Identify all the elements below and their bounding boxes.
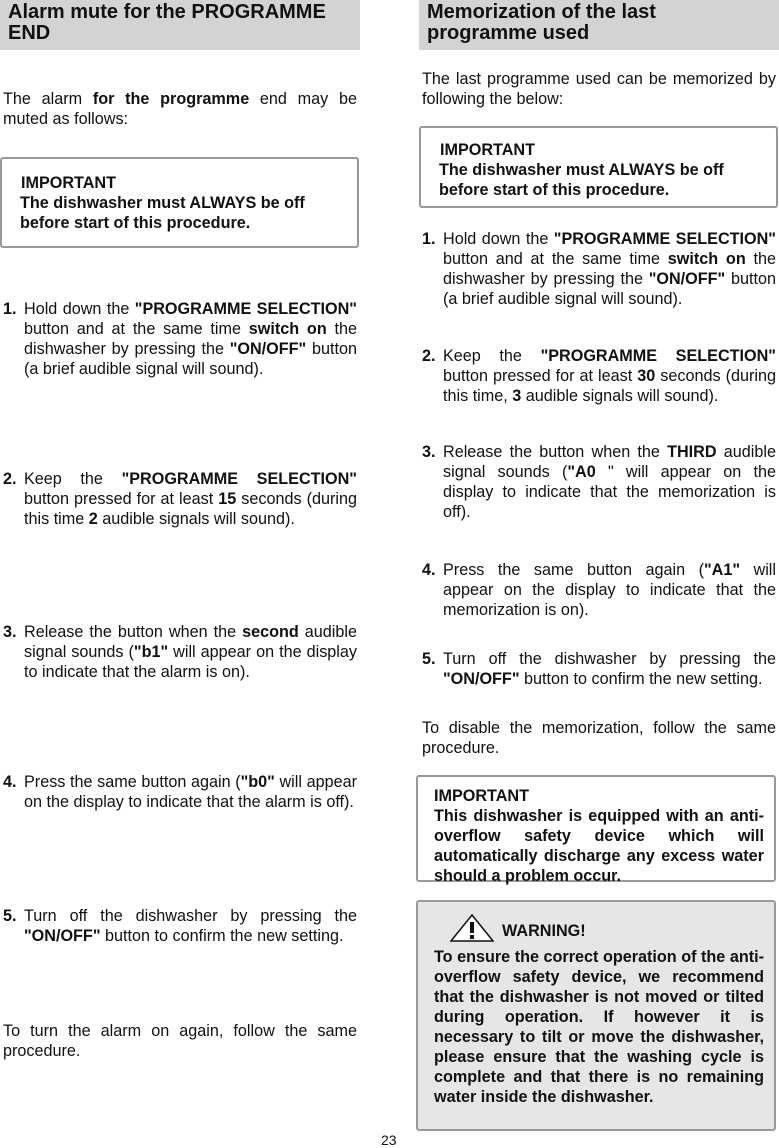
important-title: IMPORTANT bbox=[440, 141, 536, 159]
page-number: 23 bbox=[381, 1132, 397, 1148]
step-1-memorization: 1. Hold down the "PROGRAMME SELECTION" button and at the same time switch on the dishwasher by pressing the "ON/OFF" button (a brief audible signal will sound). bbox=[422, 230, 776, 308]
warning-text: To ensure the correct operation of the anti-overflow safety device, we recommend that the dishwasher is not moved or tilted during operation. If however it is necessary to tilt or move the dishwasher, please ensure that the washing cycle is complete and that there is no remaining water inside the dishwasher. bbox=[434, 948, 764, 1106]
step-2-alarm: 2. Keep the "PROGRAMME SELECTION" button pressed for at least 15 seconds (during this time 2 audible signals will sound). bbox=[3, 470, 357, 528]
step-5-alarm: 5. Turn off the dishwasher by pressing the "ON/OFF" button to confirm the new setting. bbox=[3, 907, 357, 945]
intro-paragraph-memorization: The last programme used can be memorized by following the below: bbox=[422, 70, 776, 108]
warning-triangle-icon bbox=[450, 914, 494, 947]
important-title: IMPORTANT bbox=[434, 787, 530, 805]
important-text: This dishwasher is equipped with an anti-overflow safety device which will automatically discharge any excess water should a problem occur. bbox=[434, 807, 764, 885]
warning-title-row bbox=[434, 914, 764, 947]
important-box-right bbox=[419, 126, 778, 208]
intro-paragraph-alarm: The alarm for the programme end may be muted as follows: bbox=[3, 90, 357, 128]
closing-paragraph-alarm: To turn the alarm on again, follow the same procedure. bbox=[3, 1022, 357, 1060]
step-5-memorization: 5. Turn off the dishwasher by pressing the "ON/OFF" button to confirm the new setting. bbox=[422, 650, 776, 688]
important-box-left bbox=[0, 157, 359, 248]
important-title: IMPORTANT bbox=[21, 174, 117, 192]
warning-title: WARNING! bbox=[502, 922, 586, 940]
important-box-anti-overflow bbox=[416, 775, 776, 885]
step-3-memorization: 3. Release the button when the THIRD audible signal sounds ("A0 " will appear on the display to indicate that the memorization is off). bbox=[422, 443, 776, 521]
closing-paragraph-memorization: To disable the memorization, follow the same procedure. bbox=[422, 719, 776, 757]
step-2-memorization: 2. Keep the "PROGRAMME SELECTION" button pressed for at least 30 seconds (during this time, 3 audible signals will sound). bbox=[422, 347, 776, 405]
section-heading-memorization: Memorization of the last programme used bbox=[419, 0, 779, 50]
warning-box bbox=[416, 900, 776, 1131]
step-3-alarm: 3. Release the button when the second audible signal sounds ("b1" will appear on the display to indicate that the alarm is on). bbox=[3, 623, 357, 681]
step-4-memorization: 4. Press the same button again ("A1" will appear on the display to indicate that the memorization is on). bbox=[422, 561, 776, 619]
step-1-alarm: 1. Hold down the "PROGRAMME SELECTION" button and at the same time switch on the dishwasher by pressing the "ON/OFF" button (a brief audible signal will sound). bbox=[3, 300, 357, 378]
section-heading-alarm-mute: Alarm mute for the PROGRAMME END bbox=[0, 0, 360, 50]
important-text: The dishwasher must ALWAYS be off before start of this procedure. bbox=[439, 161, 724, 199]
important-text: The dishwasher must ALWAYS be off before start of this procedure. bbox=[20, 194, 305, 232]
step-4-alarm: 4. Press the same button again ("b0" will appear on the display to indicate that the alarm is off). bbox=[3, 773, 357, 811]
